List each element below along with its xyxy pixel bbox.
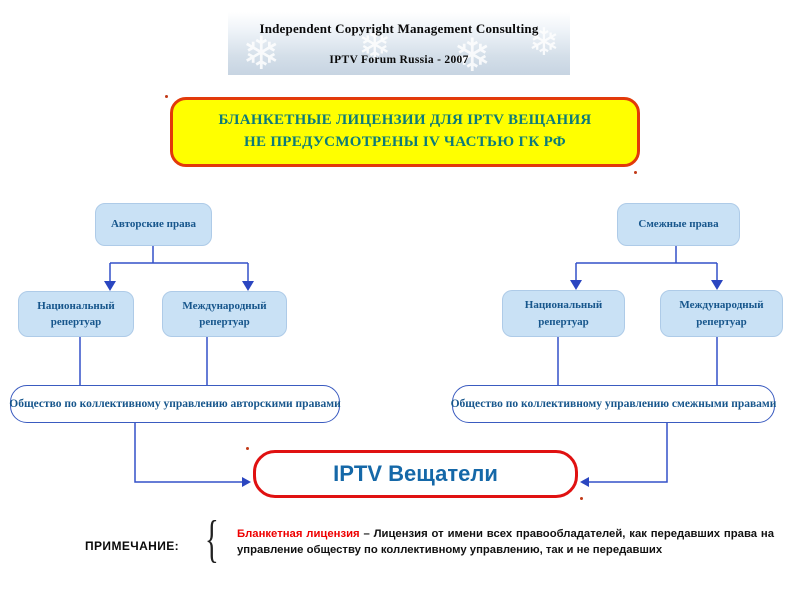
snowflake-icon: ❄	[528, 22, 560, 64]
note-label: ПРИМЕЧАНИЕ:	[85, 539, 180, 553]
node-right-international-repertoire: Международный репертуар	[660, 290, 783, 337]
alert-line2: НЕ ПРЕДУСМОТРЕНЫ IV ЧАСТЬЮ ГК РФ	[244, 134, 566, 150]
note-term: Бланкетная лицензия	[237, 528, 360, 540]
society-author-box: Общество по коллективному управлению авторскими правами	[10, 385, 340, 423]
node-author-rights: Авторские права	[95, 203, 212, 246]
alert-line1: БЛАНКЕТНЫЕ ЛИЦЕНЗИИ ДЛЯ IPTV ВЕЩАНИЯ	[218, 112, 592, 129]
alert-banner	[170, 97, 640, 167]
snowflake-icon: ❄	[358, 23, 392, 68]
node-right-national-repertoire: Национальный репертуар	[502, 290, 625, 337]
node-left-national-repertoire: Национальный репертуар	[18, 291, 134, 337]
selection-dot	[165, 95, 168, 98]
iptv-broadcasters-box: IPTV Вещатели	[253, 450, 578, 498]
snowflake-icon: ❄	[242, 28, 281, 75]
selection-dot	[634, 171, 637, 174]
header-title: Independent Copyright Management Consulting	[259, 21, 539, 36]
header-subtitle: IPTV Forum Russia - 2007	[329, 54, 469, 66]
snowflake-icon: ❄	[453, 30, 492, 75]
node-left-international-repertoire: Международный репертуар	[162, 291, 287, 337]
selection-dot	[580, 497, 583, 500]
society-related-box: Общество по коллективному управлению смежными правами	[452, 385, 775, 423]
node-related-rights: Смежные права	[617, 203, 740, 246]
note-text	[237, 527, 774, 559]
note-brace-icon: {	[205, 511, 219, 568]
note-definition: – Лицензия от имени всех правообладателей, как передавших права на управление обществу по коллективному управлению, так и не передавших	[237, 528, 774, 556]
selection-dot	[246, 447, 249, 450]
header-banner	[228, 12, 570, 75]
